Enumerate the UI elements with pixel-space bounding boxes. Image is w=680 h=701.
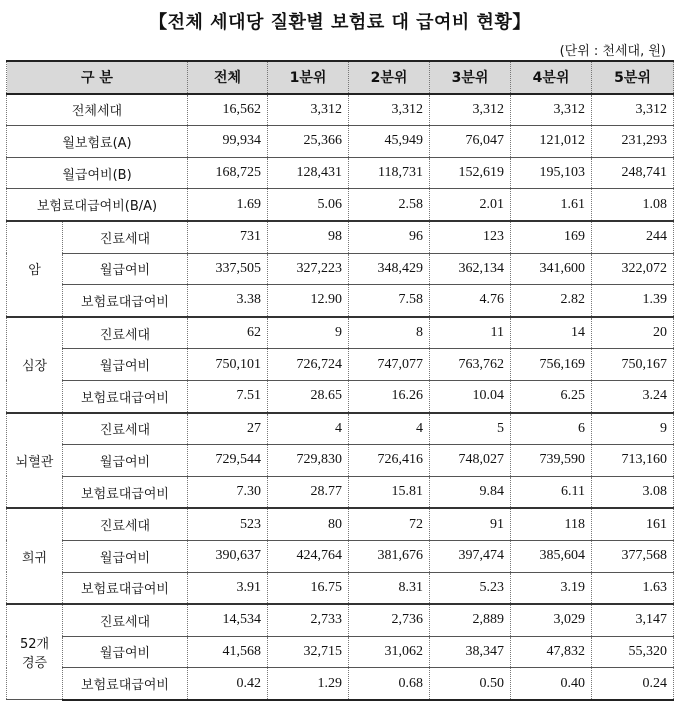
cell-value: 729,544 <box>188 445 268 477</box>
cell-value: 118,731 <box>349 157 430 189</box>
cell-value: 731 <box>188 221 268 253</box>
cell-value: 98 <box>268 221 349 253</box>
cell-value: 0.68 <box>349 668 430 700</box>
table-row <box>7 668 674 700</box>
cell-value: 747,077 <box>349 349 430 381</box>
header-total: 전체 <box>188 61 268 94</box>
cell-value: 28.65 <box>268 380 349 412</box>
cell-value: 756,169 <box>511 349 592 381</box>
row-label: 보험료대급여비 <box>63 476 188 508</box>
header-q5: 5분위 <box>592 61 674 94</box>
row-label: 진료세대 <box>63 413 188 445</box>
cell-value: 348,429 <box>349 253 430 285</box>
cell-value: 14 <box>511 317 592 349</box>
cell-value: 750,167 <box>592 349 674 381</box>
cell-value: 5.23 <box>430 572 511 604</box>
cell-value: 244 <box>592 221 674 253</box>
cell-value: 726,724 <box>268 349 349 381</box>
cell-value: 161 <box>592 508 674 540</box>
cell-value: 31,062 <box>349 636 430 668</box>
cell-value: 397,474 <box>430 540 511 572</box>
row-label: 진료세대 <box>63 317 188 349</box>
cell-value: 8 <box>349 317 430 349</box>
cell-value: 80 <box>268 508 349 540</box>
table-row <box>7 157 674 189</box>
cell-value: 55,320 <box>592 636 674 668</box>
table-row <box>7 349 674 381</box>
cell-value: 16,562 <box>188 94 268 126</box>
cell-value: 1.61 <box>511 189 592 221</box>
row-label: 월급여비 <box>63 349 188 381</box>
group-label: 암 <box>7 221 63 317</box>
header-category: 구 분 <box>7 61 188 94</box>
cell-value: 322,072 <box>592 253 674 285</box>
header-q3: 3분위 <box>430 61 511 94</box>
cell-value: 327,223 <box>268 253 349 285</box>
table-row <box>7 572 674 604</box>
cell-value: 2.82 <box>511 285 592 317</box>
cell-value: 1.29 <box>268 668 349 700</box>
table-row <box>7 94 674 126</box>
cell-value: 248,741 <box>592 157 674 189</box>
group-label: 심장 <box>7 317 63 413</box>
cell-value: 96 <box>349 221 430 253</box>
cell-value: 16.75 <box>268 572 349 604</box>
cell-value: 6 <box>511 413 592 445</box>
cell-value: 38,347 <box>430 636 511 668</box>
cell-value: 2,733 <box>268 604 349 636</box>
cell-value: 2,736 <box>349 604 430 636</box>
table-row <box>7 636 674 668</box>
cell-value: 168,725 <box>188 157 268 189</box>
cell-value: 6.11 <box>511 476 592 508</box>
data-table <box>6 60 674 701</box>
header-q2: 2분위 <box>349 61 430 94</box>
table-row <box>7 126 674 158</box>
cell-value: 424,764 <box>268 540 349 572</box>
cell-value: 2.58 <box>349 189 430 221</box>
row-label: 보험료대급여비 <box>63 380 188 412</box>
cell-value: 15.81 <box>349 476 430 508</box>
cell-value: 9 <box>592 413 674 445</box>
cell-value: 3,312 <box>268 94 349 126</box>
cell-value: 362,134 <box>430 253 511 285</box>
cell-value: 231,293 <box>592 126 674 158</box>
cell-value: 4 <box>268 413 349 445</box>
cell-value: 5.06 <box>268 189 349 221</box>
cell-value: 2.01 <box>430 189 511 221</box>
table-title: 【전체 세대당 질환별 보험료 대 급여비 현황】 <box>149 12 531 33</box>
cell-value: 28.77 <box>268 476 349 508</box>
cell-value: 2,889 <box>430 604 511 636</box>
cell-value: 381,676 <box>349 540 430 572</box>
row-label: 보험료대급여비 <box>63 668 188 700</box>
cell-value: 0.42 <box>188 668 268 700</box>
cell-value: 1.08 <box>592 189 674 221</box>
cell-value: 0.40 <box>511 668 592 700</box>
group-label: 52개 경증 <box>7 604 63 700</box>
row-label: 보험료대급여비 <box>63 285 188 317</box>
row-label: 월보험료(A) <box>7 126 188 158</box>
table-row <box>7 317 674 349</box>
cell-value: 25,366 <box>268 126 349 158</box>
cell-value: 5 <box>430 413 511 445</box>
cell-value: 748,027 <box>430 445 511 477</box>
group-label: 희귀 <box>7 508 63 604</box>
cell-value: 3.91 <box>188 572 268 604</box>
cell-value: 341,600 <box>511 253 592 285</box>
cell-value: 91 <box>430 508 511 540</box>
cell-value: 750,101 <box>188 349 268 381</box>
cell-value: 713,160 <box>592 445 674 477</box>
cell-value: 9 <box>268 317 349 349</box>
cell-value: 3.24 <box>592 380 674 412</box>
table-body <box>7 94 674 700</box>
cell-value: 0.50 <box>430 668 511 700</box>
row-label: 월급여비(B) <box>7 157 188 189</box>
cell-value: 385,604 <box>511 540 592 572</box>
cell-value: 123 <box>430 221 511 253</box>
cell-value: 118 <box>511 508 592 540</box>
cell-value: 8.31 <box>349 572 430 604</box>
cell-value: 3,029 <box>511 604 592 636</box>
cell-value: 9.84 <box>430 476 511 508</box>
cell-value: 523 <box>188 508 268 540</box>
table-row <box>7 604 674 636</box>
cell-value: 1.63 <box>592 572 674 604</box>
cell-value: 1.69 <box>188 189 268 221</box>
cell-value: 337,505 <box>188 253 268 285</box>
cell-value: 32,715 <box>268 636 349 668</box>
cell-value: 3,312 <box>349 94 430 126</box>
cell-value: 169 <box>511 221 592 253</box>
cell-value: 121,012 <box>511 126 592 158</box>
row-label: 월급여비 <box>63 540 188 572</box>
header-q1: 1분위 <box>268 61 349 94</box>
cell-value: 152,619 <box>430 157 511 189</box>
cell-value: 76,047 <box>430 126 511 158</box>
header-row <box>7 61 674 94</box>
cell-value: 729,830 <box>268 445 349 477</box>
table-row <box>7 189 674 221</box>
cell-value: 14,534 <box>188 604 268 636</box>
table-row <box>7 285 674 317</box>
cell-value: 3.08 <box>592 476 674 508</box>
cell-value: 3,312 <box>511 94 592 126</box>
row-label: 진료세대 <box>63 221 188 253</box>
cell-value: 3,312 <box>592 94 674 126</box>
unit-note: (단위 : 천세대, 원) <box>559 44 666 59</box>
cell-value: 4 <box>349 413 430 445</box>
cell-value: 7.51 <box>188 380 268 412</box>
cell-value: 16.26 <box>349 380 430 412</box>
cell-value: 12.90 <box>268 285 349 317</box>
table-row <box>7 413 674 445</box>
row-label: 진료세대 <box>63 508 188 540</box>
cell-value: 41,568 <box>188 636 268 668</box>
cell-value: 27 <box>188 413 268 445</box>
table-row <box>7 540 674 572</box>
cell-value: 4.76 <box>430 285 511 317</box>
cell-value: 195,103 <box>511 157 592 189</box>
cell-value: 377,568 <box>592 540 674 572</box>
cell-value: 11 <box>430 317 511 349</box>
cell-value: 390,637 <box>188 540 268 572</box>
row-label: 보험료대급여비 <box>63 572 188 604</box>
cell-value: 3,147 <box>592 604 674 636</box>
table-row <box>7 476 674 508</box>
table-row <box>7 253 674 285</box>
table-row <box>7 508 674 540</box>
cell-value: 739,590 <box>511 445 592 477</box>
cell-value: 99,934 <box>188 126 268 158</box>
row-label: 전체세대 <box>7 94 188 126</box>
cell-value: 1.39 <box>592 285 674 317</box>
cell-value: 45,949 <box>349 126 430 158</box>
cell-value: 7.30 <box>188 476 268 508</box>
table-row <box>7 221 674 253</box>
cell-value: 47,832 <box>511 636 592 668</box>
row-label: 진료세대 <box>63 604 188 636</box>
header-q4: 4분위 <box>511 61 592 94</box>
cell-value: 3.19 <box>511 572 592 604</box>
cell-value: 20 <box>592 317 674 349</box>
cell-value: 7.58 <box>349 285 430 317</box>
group-label: 뇌혈관 <box>7 413 63 509</box>
row-label: 월급여비 <box>63 253 188 285</box>
cell-value: 6.25 <box>511 380 592 412</box>
cell-value: 3,312 <box>430 94 511 126</box>
cell-value: 72 <box>349 508 430 540</box>
row-label: 월급여비 <box>63 445 188 477</box>
cell-value: 0.24 <box>592 668 674 700</box>
row-label: 월급여비 <box>63 636 188 668</box>
cell-value: 62 <box>188 317 268 349</box>
cell-value: 10.04 <box>430 380 511 412</box>
row-label: 보험료대급여비(B/A) <box>7 189 188 221</box>
cell-value: 3.38 <box>188 285 268 317</box>
cell-value: 128,431 <box>268 157 349 189</box>
cell-value: 763,762 <box>430 349 511 381</box>
cell-value: 726,416 <box>349 445 430 477</box>
table-row <box>7 445 674 477</box>
table-row <box>7 380 674 412</box>
